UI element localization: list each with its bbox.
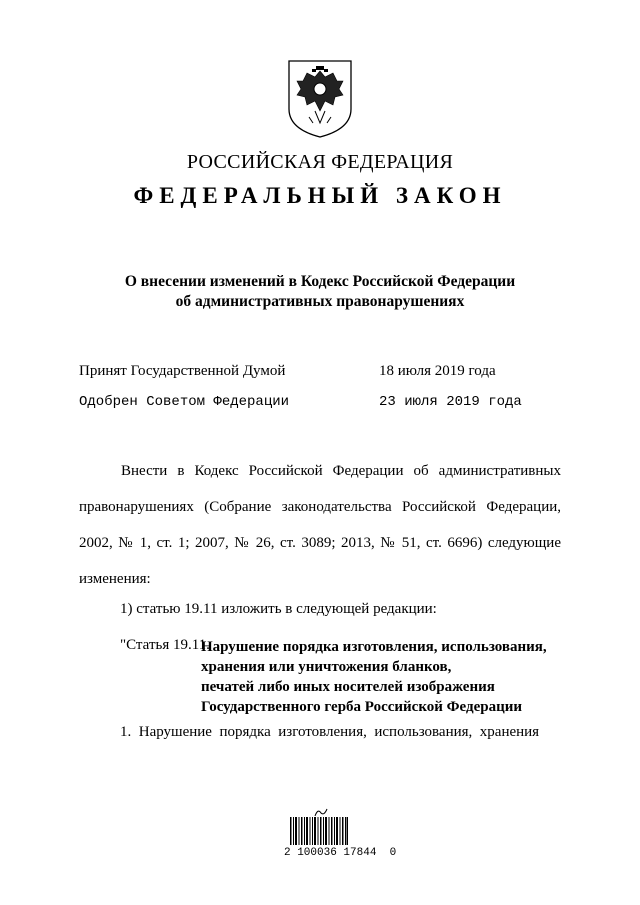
article-title-line: Нарушение порядка изготовления, использования, xyxy=(201,639,547,655)
intro-paragraph xyxy=(79,453,561,597)
law-type-heading: ФЕДЕРАЛЬНЫЙ ЗАКОН xyxy=(133,183,507,208)
article-title-line: хранения или уничтожения бланков, xyxy=(201,659,452,675)
article-title xyxy=(201,637,547,717)
point-1: 1. Нарушение порядка изготовления, использования, хранения xyxy=(120,724,540,740)
law-title-line: об административных правонарушениях xyxy=(175,293,465,310)
intro-text: Внести в Кодекс Российской Федерации об административных правонарушениях (Собрание законодательства Российской Федерации, 2002, № 1, ст. 1; 2007, № 26, ст. 3089; 2013, № 51, ст. 6696) следующие изменения: xyxy=(79,463,561,587)
barcode-icon xyxy=(290,817,348,845)
article-title-line: Государственного герба Российской Федерации xyxy=(201,699,523,715)
country-heading: РОССИЙСКАЯ ФЕДЕРАЦИЯ xyxy=(186,151,454,173)
state-emblem-icon xyxy=(285,57,355,139)
article-title-line: печатей либо иных носителей изображения xyxy=(201,679,495,695)
article-label: "Статья 19.11. xyxy=(120,637,210,653)
barcode-number: 2 100036 17844 0 xyxy=(284,847,397,859)
council-date: 23 июля 2019 года xyxy=(379,394,522,410)
signature-mark-icon xyxy=(314,807,328,817)
council-label: Одобрен Советом Федерации xyxy=(79,394,290,410)
duma-label: Принят Государственной Думой xyxy=(79,363,286,379)
item-1: 1) статью 19.11 изложить в следующей редакции: xyxy=(120,601,437,617)
duma-date: 18 июля 2019 года xyxy=(379,363,496,379)
law-title xyxy=(0,272,640,312)
law-title-line: О внесении изменений в Кодекс Российской Федерации xyxy=(124,273,516,290)
